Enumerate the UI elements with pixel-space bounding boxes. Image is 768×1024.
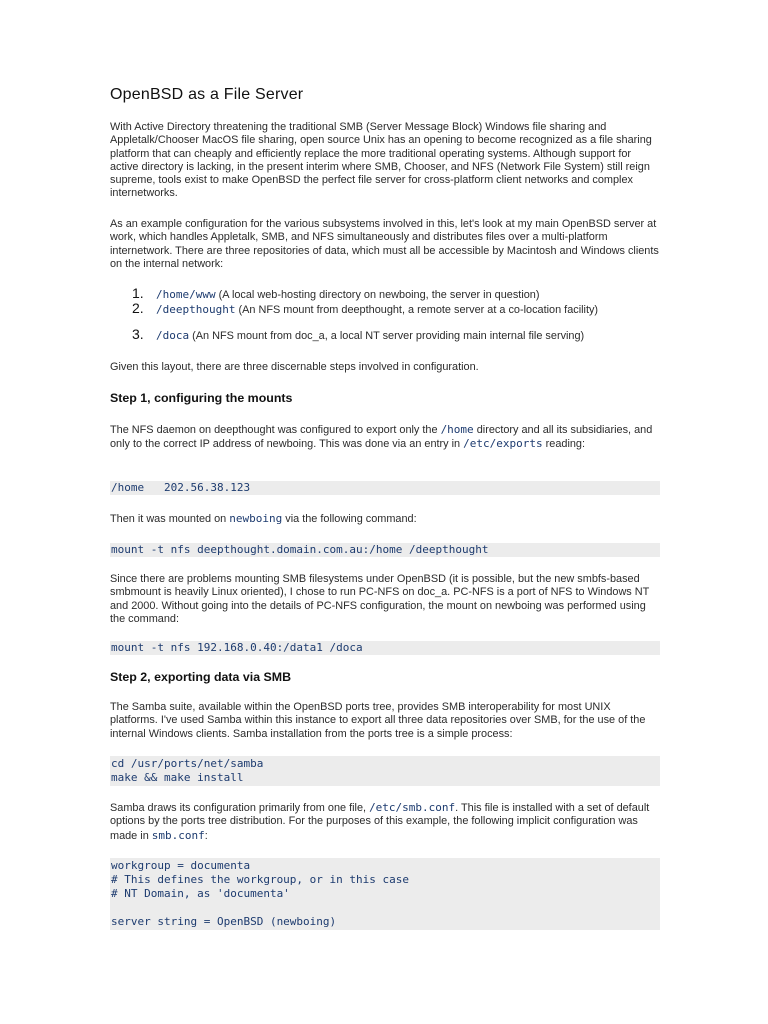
inline-code: smb.conf [151,828,205,842]
text-run: reading: [542,438,586,451]
list-item-description: (An NFS mount from doc_a, a local NT server providing main internal file serving) [189,330,585,342]
code-block: cd /usr/ports/net/samba make && make install [110,756,660,786]
list-item [110,285,539,301]
step1-paragraph-1 [110,423,660,452]
steps-intro-paragraph: Given this layout, there are three discernable steps involved in configuration. [110,361,479,373]
step1-paragraph-3: Since there are problems mounting SMB filesystems under OpenBSD (it is possible, but the new smbfs-based smbmount is heavily Linux oriented), I chose to run PC-NFS on doc_a. PC-NFS is a port of NFS to Windows NT and 2000. Without going into the details of PC-NFS configuration, the mount on newboing was performed using the command: [110,573,650,625]
intro-paragraph-2: As an example configuration for the various subsystems involved in this, let's look at my main OpenBSD server at work, which handles Appletalk, SMB, and NFS simultaneously and distributes files over a multi-platform internetwork. There are three repositories of data, which must all be accessible by Macintosh and Windows clients on the internal network: [110,218,659,270]
intro-paragraph-1: With Active Directory threatening the traditional SMB (Server Message Block) Windows file sharing and Appletalk/Chooser MacOS file sharing, open source Unix has an opening to become recognized as a file sharing platform that can cheaply and efficiently replace the more traditional operating systems. Although support for active directory is lacking, in the present interim where SMB, Chooser, and NFS (Network File System) still reign supreme, tools exist to make OpenBSD the perfect file server for cross-platform client networks and complex internetworks. [110,121,652,200]
step1-heading: Step 1, configuring the mounts [110,391,293,405]
list-item-path: /deepthought [156,303,236,316]
inline-code: /home [440,423,474,436]
step2-paragraph-1: The Samba suite, available within the OpenBSD ports tree, provides SMB interoperability for most UNIX platforms. I've used Samba within this instance to export all three data repositories over SMB, for the use of the internal Windows clients. Samba installation from the ports tree is a simple process: [110,701,646,740]
list-item-path: /home/www [156,288,216,301]
text-run: Samba draws its configuration primarily from one file, [110,802,370,814]
code-block: workgroup = documenta # This defines the workgroup, or in this case # NT Domain, as 'documenta' server string = OpenBSD (newboing) [110,858,660,930]
text-run: The NFS daemon on deepthought was configured to export only the [110,424,441,436]
step2-paragraph-2 [110,801,660,843]
code-block: mount -t nfs 192.168.0.40:/data1 /doca [110,641,660,655]
list-item-description: (An NFS mount from deepthought, a remote server at a co-location facility) [235,304,599,316]
list-item [110,326,584,342]
text-run: . This file is installed with a set of default options by the ports tree distribution. For the purposes of this example, the following implicit configuration was made in [110,802,650,842]
text-run: Then it was mounted on [110,513,230,525]
text-run: directory and all its subsidiaries, and only to the correct IP address of newboing. This was done via an entry in [110,424,653,451]
inline-code: /etc/smb.conf [369,801,456,814]
step1-paragraph-2 [110,512,660,526]
list-item-description: (A local web-hosting directory on newboing, the server in question) [215,289,540,301]
list-item-path: /doca [156,329,190,342]
list-item-number: 1. [132,285,144,301]
inline-code: newboing [229,512,283,525]
step2-heading: Step 2, exporting data via SMB [110,670,292,684]
list-item [110,300,598,316]
code-block: mount -t nfs deepthought.domain.com.au:/home /deepthought [110,543,660,557]
text-run: via the following command: [282,513,417,525]
list-item-number: 2. [132,300,144,316]
list-item-number: 3. [132,326,144,342]
page-title: OpenBSD as a File Server [110,86,304,103]
code-block: /home 202.56.38.123 [110,481,660,495]
inline-code: /etc/exports [463,437,543,451]
text-run: : [204,829,208,842]
